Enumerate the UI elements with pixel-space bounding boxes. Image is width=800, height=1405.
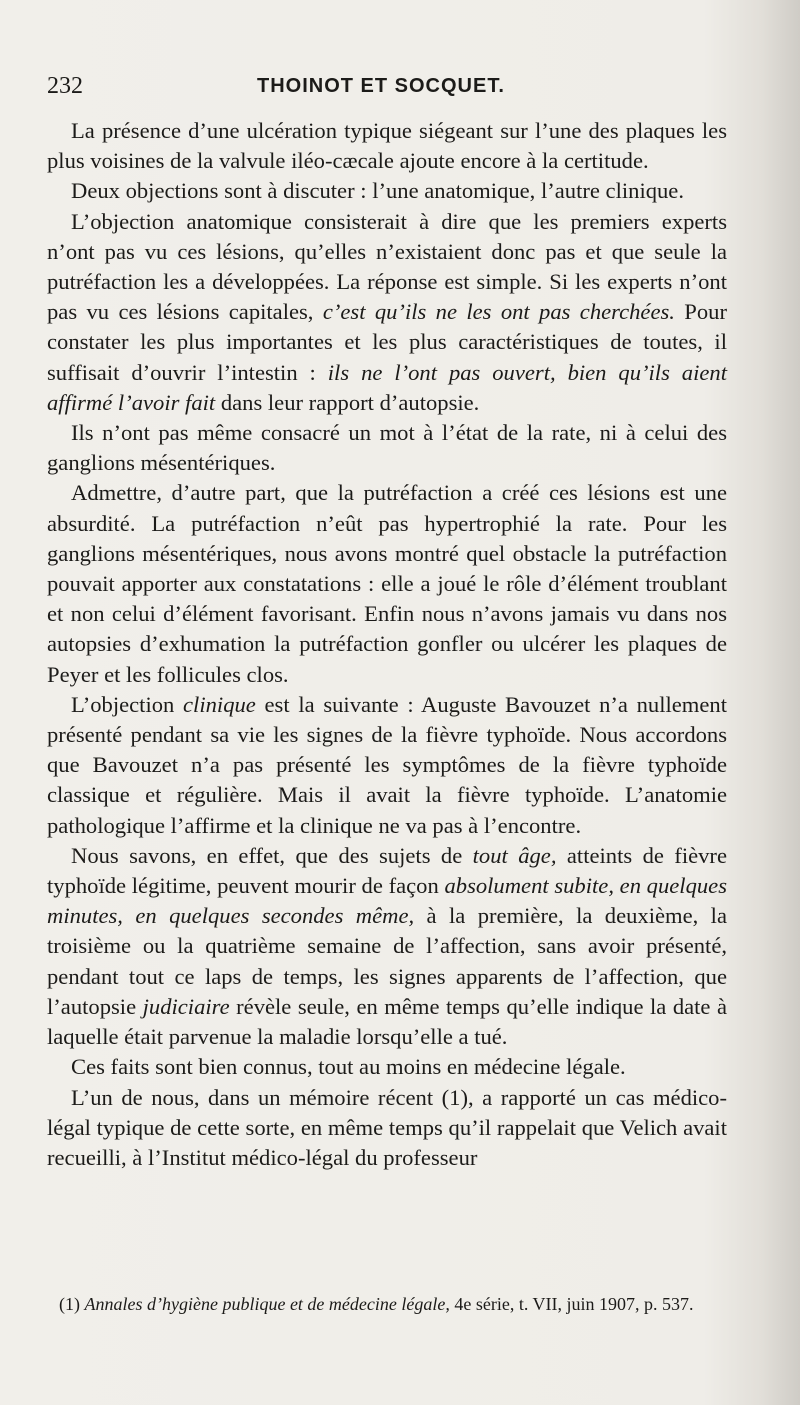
italic-phrase: clinique — [183, 691, 256, 717]
footnote-source: Annales d’hygiène publique et de médecine légale, — [84, 1294, 450, 1314]
paragraph-4: Ils n’ont pas même consacré un mot à l’état de la rate, ni à celui des ganglions mésentériques. — [47, 420, 727, 476]
footnote-details: 4e série, t. VII, juin 1907, p. 537. — [449, 1294, 694, 1314]
italic-phrase: tout âge, — [472, 842, 557, 868]
footnote-marker: (1) — [59, 1294, 85, 1314]
paragraph-9: L’un de nous, dans un mémoire récent (1), a rapporté un cas médico-légal typique de cette sorte, en même temps qu’il rappelait que Velich avait recueilli, à l’Institut médico-légal du professeur — [47, 1084, 727, 1170]
paragraph-5: Admettre, d’autre part, que la putréfaction a créé ces lésions est une absurdité. La putréfaction n’eût pas hypertrophié la rate. Pour les ganglions mésentériques, nous avons montré quel obstacle la putréfaction pouvait apporter aux constatations : elle a joué le rôle d’élément troublant et non celui d’élément favorisant. Enfin nous n’avons jamais vu dans nos autopsies d’exhumation la putréfaction gonfler ou ulcérer les plaques de Peyer et les follicules clos. — [47, 480, 727, 687]
page-number: 232 — [47, 73, 83, 99]
page-header — [47, 73, 727, 103]
paragraph-8: Ces faits sont bien connus, tout au moins en médecine légale. — [71, 1054, 626, 1080]
italic-phrase: absolument subite, en quelques minutes, en quelques secondes même, — [47, 873, 727, 929]
footnote — [47, 1292, 727, 1316]
paragraph-2: Deux objections sont à discuter : l’une anatomique, l’autre clinique. — [71, 178, 684, 204]
italic-phrase: judiciaire — [142, 993, 230, 1019]
italic-phrase: c’est qu’ils ne les ont pas cherchées. — [322, 299, 675, 325]
italic-phrase: ils ne l’ont pas ouvert, bien qu’ils aient affirmé l’avoir fait — [47, 359, 727, 415]
paragraph-6: L’objection clinique est la suivante : Auguste Bavouzet n’a nullement présenté pendant sa vie les signes de la fièvre typhoïde. Nous accordons que Bavouzet n’a pas présenté les symptômes de la fièvre typhoïde classique et régulière. Mais il avait la fièvre typhoïde. L’anatomie pathologique l’affirme et la clinique ne va pas à l’encontre. — [47, 691, 727, 838]
paragraph-3: L’objection anatomique consisterait à dire que les premiers experts n’ont pas vu ces lésions, qu’elles n’existaient donc pas et que seule la putréfaction les a développées. La réponse est simple. Si les experts n’ont pas vu ces lésions capitales, c’est qu’ils ne les ont pas cherchées. Pour constater les plus importantes et les plus caractéristiques de toutes, il suffisait d’ouvrir l’intestin : ils ne l’ont pas ouvert, bien qu’ils aient affirmé l’avoir fait dans leur rapport d’autopsie. — [47, 208, 727, 415]
body-text — [47, 116, 727, 1173]
running-title: THOINOT ET SOCQUET. — [257, 75, 505, 97]
paragraph-1: La présence d’une ulcération typique siégeant sur l’une des plaques les plus voisines de la valvule iléo-cæcale ajoute encore à la certitude. — [47, 118, 727, 174]
paragraph-7: Nous savons, en effet, que des sujets de tout âge, atteints de fièvre typhoïde légitime, peuvent mourir de façon absolument subite, en quelques minutes, en quelques secondes même, à la première, la deuxième, la troisième ou la quatrième semaine de l’affection, sans avoir présenté, pendant tout ce laps de temps, les signes apparents de l’affection, que l’autopsie judiciaire révèle seule, en même temps qu’elle indique la date à laquelle était parvenue la maladie lorsqu’elle a tué. — [47, 842, 728, 1050]
